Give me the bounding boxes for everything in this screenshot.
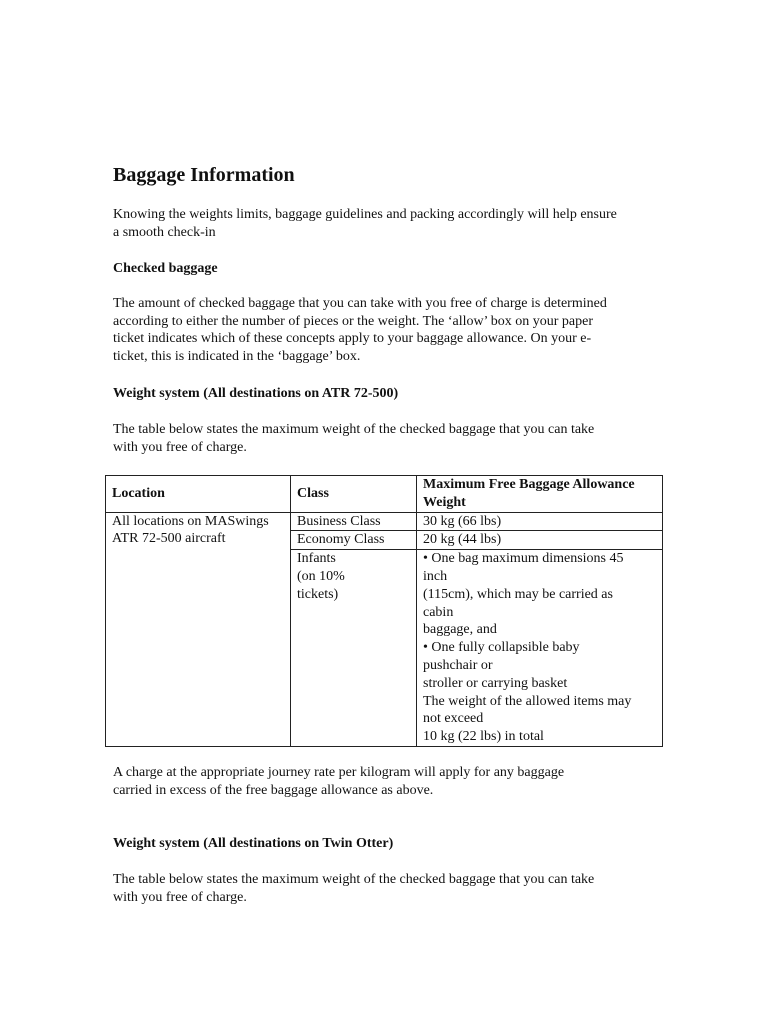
business-class-cell: Business Class	[291, 512, 417, 531]
infant-allowance-line: • One fully collapsible baby	[423, 640, 580, 656]
twin-otter-heading: Weight system (All destinations on Twin Otter)	[113, 836, 394, 851]
infant-class-line: tickets)	[297, 586, 339, 602]
economy-allowance-cell: 20 kg (44 lbs)	[417, 531, 663, 550]
checked-baggage-heading: Checked baggage	[113, 261, 218, 276]
checked-line: according to either the number of pieces or the weight. The ‘allow’ box on your paper	[113, 313, 593, 329]
infant-allowance-line: baggage, and	[423, 622, 497, 638]
excess-line: carried in excess of the free baggage allowance as above.	[113, 782, 434, 798]
atr-table-intro	[113, 421, 658, 456]
excess-charge-paragraph	[113, 764, 658, 799]
table-row	[106, 512, 663, 531]
infant-class-line: (on 10%	[297, 568, 345, 584]
infant-allowance-line: pushchair or	[423, 657, 493, 673]
header-allowance	[417, 476, 663, 513]
atr-intro-line: The table below states the maximum weight of the checked baggage that you can take	[113, 422, 595, 437]
location-cell	[106, 512, 291, 746]
infant-allowance-line: not exceed	[423, 711, 484, 727]
infant-allowance-line: cabin	[423, 604, 454, 620]
header-class: Class	[291, 476, 417, 513]
infant-allowance-line: The weight of the allowed items may	[423, 693, 632, 709]
checked-line: ticket indicates which of these concepts apply to your baggage allowance. On your e-	[113, 331, 592, 346]
location-line: All locations on MASwings	[112, 513, 269, 529]
table-header-row	[106, 476, 663, 513]
infant-allowance-line: • One bag maximum dimensions 45	[423, 551, 624, 567]
checked-baggage-paragraph	[113, 295, 658, 365]
infant-allowance-line: stroller or carrying basket	[423, 675, 568, 691]
business-allowance-cell: 30 kg (66 lbs)	[417, 512, 663, 531]
infant-class-cell	[291, 550, 417, 747]
twin-intro-line: with you free of charge.	[113, 889, 247, 905]
infant-allowance-line: (115cm), which may be carried as	[423, 586, 613, 602]
header-allowance-line: Maximum Free Baggage Allowance	[423, 477, 635, 492]
infant-allowance-line: inch	[423, 568, 448, 584]
atr-weight-heading: Weight system (All destinations on ATR 72-500)	[113, 386, 399, 401]
infant-class-line: Infants	[297, 551, 336, 567]
atr-intro-line: with you free of charge.	[113, 439, 247, 455]
intro-line: Knowing the weights limits, baggage guidelines and packing accordingly will help ensure	[113, 207, 617, 222]
intro-paragraph	[113, 206, 658, 241]
twin-otter-intro	[113, 871, 658, 906]
excess-line: A charge at the appropriate journey rate per kilogram will apply for any baggage	[113, 765, 565, 780]
header-location: Location	[106, 476, 291, 513]
atr-baggage-table	[105, 475, 663, 747]
twin-intro-line: The table below states the maximum weight of the checked baggage that you can take	[113, 872, 595, 887]
location-line: ATR 72-500 aircraft	[112, 531, 226, 547]
page-title: Baggage Information	[113, 164, 295, 186]
intro-line: a smooth check-in	[113, 224, 216, 240]
header-allowance-line: Weight	[423, 494, 466, 510]
checked-line: The amount of checked baggage that you can take with you free of charge is determined	[113, 296, 607, 311]
infant-allowance-cell	[417, 550, 663, 747]
economy-class-cell: Economy Class	[291, 531, 417, 550]
infant-allowance-line: 10 kg (22 lbs) in total	[423, 729, 544, 745]
checked-line: ticket, this is indicated in the ‘baggage’ box.	[113, 348, 361, 364]
